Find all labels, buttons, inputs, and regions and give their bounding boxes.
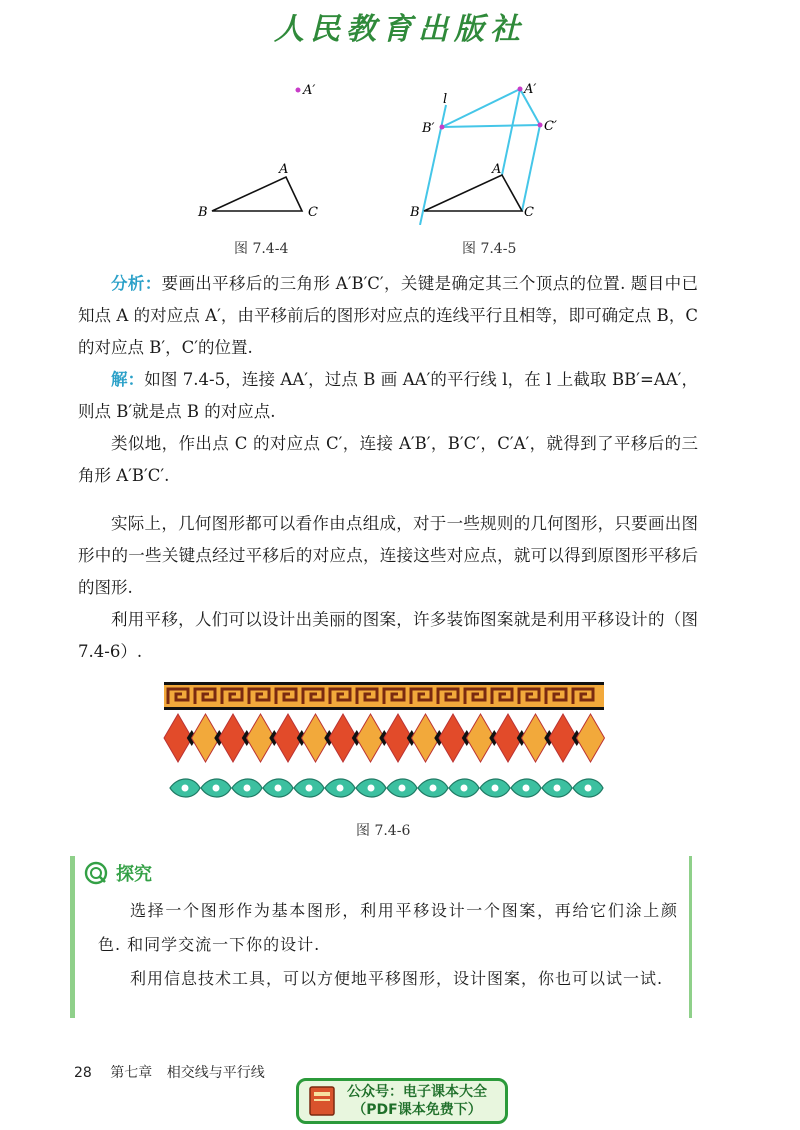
figure-7-4-6 bbox=[160, 680, 610, 810]
para-similar: 类似地，作出点 C 的对应点 C′，连接 A′B′，B′C′，C′A′，就得到了平移后的三角形 A′B′C′. bbox=[78, 434, 698, 485]
explore-p1: 选择一个图形作为基本图形，利用平移设计一个图案，再给它们涂上颜色. 和同学交流一下你的设计. bbox=[98, 901, 678, 954]
explore-right-bar bbox=[689, 856, 692, 1018]
caption-fig-7-4-6: 图 7.4-6 bbox=[356, 823, 411, 839]
segment-a-prime-b-prime bbox=[442, 89, 520, 127]
explore-box bbox=[70, 856, 692, 1018]
greek-key-band bbox=[164, 682, 604, 710]
para-actually: 实际上，几何图形都可以看作由点组成，对于一些规则的几何图形，只要画出图形中的一些关键点经过平移后的对应点，连接这些对应点，就可以得到原图形平移后的图形. bbox=[78, 514, 698, 597]
wave-eye bbox=[399, 785, 406, 792]
wave-eye bbox=[275, 785, 282, 792]
explore-title bbox=[84, 860, 152, 886]
label-a-2: A bbox=[492, 162, 502, 177]
wave-eye bbox=[306, 785, 313, 792]
wave-eye bbox=[430, 785, 437, 792]
point-b-prime bbox=[440, 125, 445, 130]
para-design: 利用平移，人们可以设计出美丽的图案，许多装饰图案就是利用平移设计的（图 7.4-6）. bbox=[78, 610, 698, 661]
explore-body bbox=[98, 894, 678, 996]
explore-icon bbox=[84, 861, 108, 885]
label-c-prime: C′ bbox=[544, 119, 557, 134]
analysis-section bbox=[78, 268, 698, 492]
wave-eye bbox=[492, 785, 499, 792]
solution-label: 解： bbox=[111, 370, 145, 389]
wave-eye bbox=[554, 785, 561, 792]
badge-line2: （PDF课本免费下） bbox=[352, 1102, 482, 1118]
label-l: l bbox=[443, 92, 448, 107]
figure-7-4-5 bbox=[410, 75, 580, 225]
point-a-prime bbox=[296, 88, 301, 93]
line-cc-prime bbox=[522, 125, 540, 211]
label-a-prime: A′ bbox=[303, 83, 316, 98]
label-c: C bbox=[308, 205, 318, 220]
label-a-prime-2: A′ bbox=[524, 82, 537, 97]
page-number: 28 bbox=[74, 1065, 92, 1081]
explore-p2: 利用信息技术工具，可以方便地平移图形，设计图案，你也可以试一试. bbox=[130, 969, 664, 988]
point-a-prime-2 bbox=[518, 87, 523, 92]
wave-eye bbox=[213, 785, 220, 792]
analysis-text: 要画出平移后的三角形 A′B′C′，关键是确定其三个顶点的位置. 题目中已知点 A 的对应点 A′，由平移前后的图形对应点的连线平行且相等，即可确定点 B，C 的对应点 B′，C′的位置. bbox=[78, 274, 698, 357]
triangle-abc bbox=[212, 177, 302, 211]
body-section bbox=[78, 508, 698, 668]
diamond-motif bbox=[577, 714, 605, 762]
diamond-band bbox=[164, 714, 605, 762]
page-footer bbox=[74, 1062, 265, 1082]
wave-eye bbox=[461, 785, 468, 792]
label-c-2: C bbox=[524, 205, 534, 220]
chapter-number: 第七章 bbox=[110, 1065, 153, 1081]
chapter-title: 相交线与平行线 bbox=[166, 1065, 265, 1081]
point-c-prime bbox=[538, 123, 543, 128]
watermark-badge bbox=[296, 1078, 508, 1124]
segment-b-prime-c-prime bbox=[442, 125, 540, 127]
caption-fig-7-4-4: 图 7.4-4 bbox=[234, 241, 289, 257]
wave-eye bbox=[182, 785, 189, 792]
wave-eye bbox=[585, 785, 592, 792]
label-a: A bbox=[279, 162, 289, 177]
caption-fig-7-4-5: 图 7.4-5 bbox=[462, 241, 517, 257]
explore-title-text: 探究 bbox=[116, 864, 152, 885]
analysis-label: 分析： bbox=[111, 274, 162, 293]
book-icon bbox=[307, 1084, 337, 1118]
wave-eye bbox=[523, 785, 530, 792]
wave-eye bbox=[368, 785, 375, 792]
solution-text: 如图 7.4-5，连接 AA′，过点 B 画 AA′的平行线 l，在 l 上截取 BB′=AA′，则点 B′就是点 B 的对应点. bbox=[78, 370, 699, 421]
badge-line1: 公众号：电子课本大全 bbox=[347, 1084, 487, 1100]
label-b-2: B bbox=[410, 205, 420, 220]
wave-band bbox=[170, 779, 603, 797]
line-aa-prime bbox=[502, 89, 520, 175]
wave-eye bbox=[337, 785, 344, 792]
label-b-prime: B′ bbox=[422, 121, 435, 136]
figure-7-4-4 bbox=[190, 75, 340, 225]
publisher-header: 人民教育出版社 bbox=[274, 12, 526, 47]
label-b: B bbox=[198, 205, 208, 220]
explore-left-bar bbox=[70, 856, 75, 1018]
triangle-abc-2 bbox=[424, 175, 522, 211]
wave-eye bbox=[244, 785, 251, 792]
